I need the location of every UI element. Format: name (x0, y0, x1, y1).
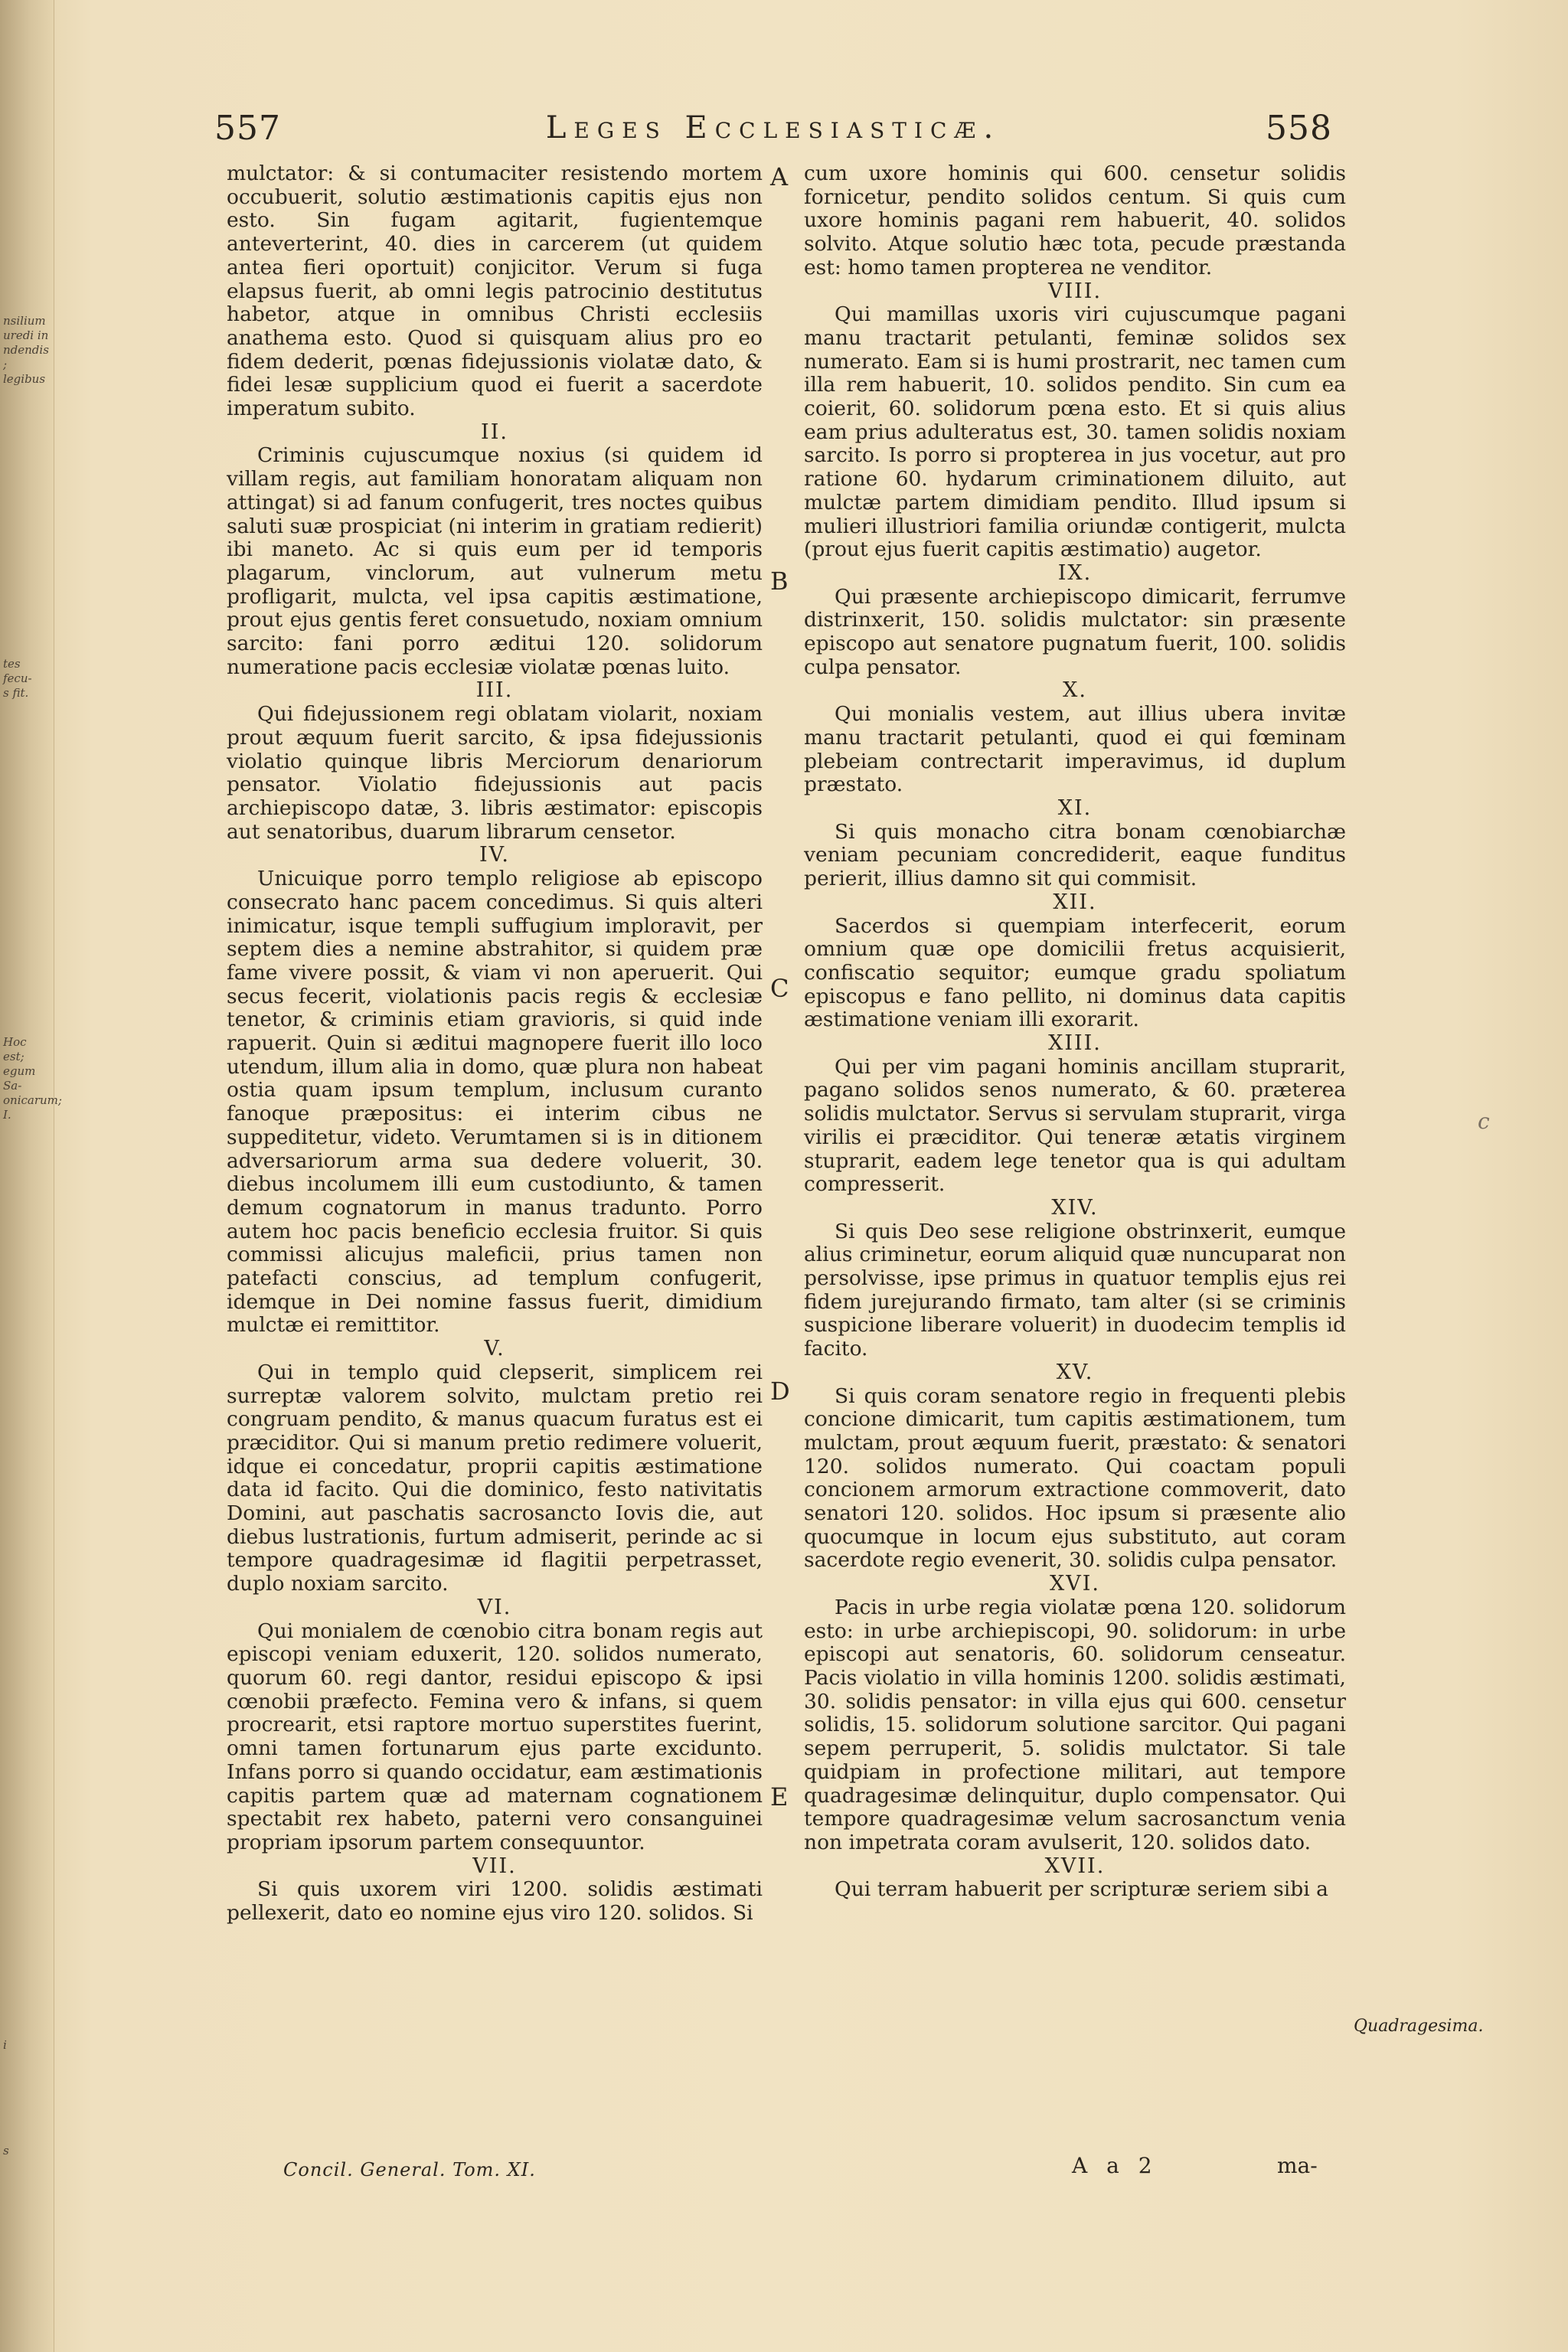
marginal-note-quadragesima: Quadragesima. (1354, 2017, 1484, 2036)
section-number: VI. (477, 1595, 512, 1619)
page-number-right: 558 (1266, 109, 1332, 148)
section-margin-letter: D (770, 1377, 790, 1406)
section-margin-letter: E (770, 1782, 789, 1811)
paragraph: Qui in templo quid clepserit, simplicem rei surreptæ valorem solvito, mulctam pretio rei congruam pendito, & manus quacum furatus est ei præciditor. Qui si manum pretio redimere voluerit, idque ei concedatur, proprii capitis æstimatione data id facito. Qui die dominico, festo nativitatis Domini, aut paschatis sacrosancto Iovis die, aut diebus lustrationis, furtum admiserit, perinde ac si tempore quadragesimæ id flagitii perpetrasset, duplo noxiam sarcito. (227, 1360, 763, 1596)
pencil-mark: c (1478, 1109, 1490, 1134)
section-number: X. (1063, 678, 1087, 703)
section-number: IX. (1057, 560, 1093, 585)
section-number: VII. (472, 1854, 517, 1878)
section-number: III. (475, 678, 514, 703)
right-text-column (804, 162, 1346, 1902)
adjacent-page-gutter (0, 0, 62, 2352)
left-text-column (227, 162, 763, 1926)
paragraph: Si quis uxorem viri 1200. solidis æstimati pellexerit, dato eo nomine ejus viro 120. solidos. Si (227, 1877, 763, 1926)
paragraph: Qui præsente archiepiscopo dimicarit, ferrumve distrinxerit, 150. solidis mulctator: sin præsente episcopo aut senatore pugnatum fuerit, 100. solidis culpa pensator. (804, 584, 1346, 679)
section-number: II. (481, 420, 508, 444)
gutter-note: Hoc est; egum Sa- onicarum; I. (3, 1035, 62, 1122)
section-number: IV. (479, 843, 511, 867)
running-header (214, 109, 1332, 155)
paragraph: Pacis in urbe regia violatæ pœna 120. solidorum esto: in urbe archiepiscopi, 90. solidorum: in urbe episcopi aut senatoris, 60. solidorum censeatur. Pacis violatio in villa hominis 1200. solidis æstimati, 30. solidis pensator: in villa ejus qui 600. censetur solidis, 15. solidorum solutione sarcitor. Qui pagani sepem perruperit, 5. solidis mulctator. Si tale quidpiam in profectione militari, aut tempore quadragesimæ delinquitur, duplo compensator. Qui tempore quadragesimæ velum sacrosanctum venia non impetrata coram avulserit, 120. solidos dato. (804, 1595, 1346, 1854)
section-margin-letter: A (770, 162, 789, 191)
footer-volume: Concil. General. Tom. XI. (283, 2159, 536, 2180)
paragraph: cum uxore hominis qui 600. censetur solidis fornicetur, pendito solidos centum. Si quis cum uxore hominis pagani rem habuerit, 40. solidos solvito. Atque solutio hæc tota, pecude præstanda est: homo tamen propterea ne venditor. (804, 162, 1346, 279)
paragraph: Qui monialem de cœnobio citra bonam regis aut episcopi veniam eduxerit, 120. solidos numerato, quorum 60. regi dantor, residui episcopo & ipsi cœnobii præfecto. Femina vero & infans, si quem procrearit, etsi raptore mortuo superstites fuerint, omni tamen fortunarum ejus parte exciduntо. Infans porro si quando occidatur, eam æstimationis capitis partem quæ ad maternam cognationem spectabit rex habeto, paterni vero consanguinei propriam ipsorum partem consequuntor. (227, 1619, 763, 1854)
section-margin-letter: B (770, 567, 789, 596)
paragraph: Qui per vim pagani hominis ancillam stuprarit, pagano solidos senos numerato, & 60. præterea solidis mulctator. Servus si servulam stuprarit, virga virilis ei præciditor. Qui teneræ ætatis virginem stuprarit, eadem lege tenetor qua is qui adultam compresserit. (804, 1054, 1346, 1197)
catchword: ma- (1277, 2153, 1318, 2178)
section-number: XVII. (1044, 1854, 1106, 1878)
paragraph: Si quis coram senatore regio in frequenti plebis concione dimicarit, tum capitis æstimationem, tum mulctam, prout æquum fuerit, præstato: & senatori 120. solidos numerato. Qui coactam populi concionem armorum extractione commoverit, dato senatori 120. solidos. Hoc ipsum si præsente alio quocumque in locum ejus substituto, aut coram sacerdote regio evenerit, 30. solidis culpa pensator. (804, 1383, 1346, 1573)
gutter-note: s (3, 2144, 9, 2158)
page-number-left: 557 (214, 109, 281, 148)
section-number: XIV. (1051, 1195, 1099, 1220)
section-number: XIII. (1048, 1031, 1102, 1056)
paragraph: Si quis monacho citra bonam cœnobiarchæ veniam pecuniam concrediderit, eaque funditus perierit, illius damno sit qui commisit. (804, 819, 1346, 891)
paragraph: Qui mamillas uxoris viri cujuscumque pagani manu tractarit petulanti, feminæ solidos sex numerato. Eam si is humi prostrarit, nec tamen cum illa rem habuerit, 10. solidos pendito. Sin cum ea coierit, 60. solidorum pœna esto. Et si quis alius eam prius adulteratus est, 30. tamen solidis noxiam sarcito. Is porro si propterea in jus vocetur, aut pro ratione 60. hydarum criminationem diluito, aut mulctæ partem dimidiam pendito. Illud ipsum si mulieri illustriori familia oriundæ contigerit, mulcta (prout ejus fuerit capitis æstimatio) augetor. (804, 302, 1346, 562)
paragraph: Criminis cujuscumque noxius (si quidem id villam regis, aut familiam honoratam aliquam non attingat) si ad fanum confugerit, tres noctes quibus saluti suæ prospiciat (ni interim in gratiam redierit) ibi maneto. Ac si quis eum per id temporis plagarum, vinclorum, aut vulnerum metu profligarit, mulcta, vel ipsa capitis æstimatione, prout ejus gentis feret consuetudo, noxiam omnium sarcito: fani porro æditui 120. solidorum numeratione pacis ecclesiæ violatæ pœnas luito. (227, 443, 763, 679)
paragraph: Qui terram habuerit per scripturæ seriem sibi a (835, 1877, 1328, 1902)
gutter-note: nsilium uredi in ndendis ; legibus (3, 314, 49, 386)
paragraph: Sacerdos si quempiam interfecerit, eorum omnium quæ ope domicilii fretus acquisierit, confiscatio sequitor; eumque gradu spoliatum episcopus e fano pellito, ni dominus data capitis æstimatione veniam illi exorarit. (804, 913, 1346, 1032)
section-number: V. (484, 1337, 505, 1361)
section-number: VIII. (1047, 279, 1102, 303)
gutter-note: i (3, 2038, 7, 2052)
paragraph: Qui monialis vestem, aut illius ubera invitæ manu tractarit petulanti, quod ei qui fœminam plebeiam contrectarit imperavimus, id duplum præstato. (804, 702, 1346, 797)
paragraph: Si quis Deo sese religione obstrinxerit, eumque alius criminetur, eorum aliquid quæ nuncuparat non persolvisse, ipse primus in quatuor templis ejus rei fidem jurejurando firmato, tam alter (si se criminis suspicione liberare voluerit) in duodecim templis id facito. (804, 1219, 1346, 1361)
gutter-note: tes fecu- s fit. (3, 657, 32, 700)
paragraph: Unicuique porro templo religiose ab episcopo consecrato hanc pacem concedimus. Si quis alteri inimicatur, isque templi suffugium imploravit, per septem dies a nemine abstrahitor, si quidem præ fame vivere possit, & viam vi non aperuerit. Qui secus fecerit, violationis pacis regis & ecclesiæ tenetor, & criminis etiam gravioris, si quid inde rapuerit. Quin si æditui magnopere fuerit illo loco utendum, illum alia in domo, quæ plura non habeat ostia quam ipsum templum, inclusum curanto fanoque præpositus: ei interim cibus ne suppeditetur, videto. Verumtamen si is in ditionem adversariorum arma sua dedere voluerit, 30. diebus incolumem illi eum custodiunto, & tamen demum cognatorum in manus tradunto. Porro autem hoc pacis beneficio ecclesia fruitor. Si quis commissi alicujus maleficii, prius tamen non patefacti conscius, ad templum confugerit, idemque in Dei nomine fassus fuerit, dimidium mulctæ ei remittitor. (227, 867, 763, 1338)
section-number: XII. (1053, 890, 1097, 914)
running-title: Leges Ecclesiasticæ. (545, 110, 1001, 145)
section-number: XVI. (1050, 1572, 1100, 1596)
section-number: XI. (1057, 795, 1093, 820)
paragraph: Qui fidejussionem regi oblatam violarit, noxiam prout æquum fuerit sarcito, & ipsa fidejussionis violatio quinque libris Merciorum denariorum pensator. Violatio fidejussionis aut pacis archiepiscopo datæ, 3. libris æstimator: episcopis aut senatoribus, duarum librarum censetor. (227, 702, 763, 844)
section-margin-letter: C (770, 974, 789, 1003)
paragraph: mulctator: & si contumaciter resistendo mortem occubuerit, solutio æstimationis capitis ejus non esto. Sin fugam agitarit, fugientemque anteverterint, 40. dies in carcerem (ut quidem antea fieri oportuit) conjicitor. Verum si fuga elapsus fuerit, ab omni legis patrocinio destitutus habetor, atque in omnibus Christi ecclesiis anathema esto. Quod si quisquam alius pro eo fidem dederit, pœnas fidejussionis violatæ dato, & fidei lesæ supplicium quod ei fuerit a sacerdote imperatum subito. (227, 162, 763, 421)
signature-mark: A a 2 (1072, 2153, 1158, 2178)
section-number: XV. (1056, 1360, 1094, 1384)
